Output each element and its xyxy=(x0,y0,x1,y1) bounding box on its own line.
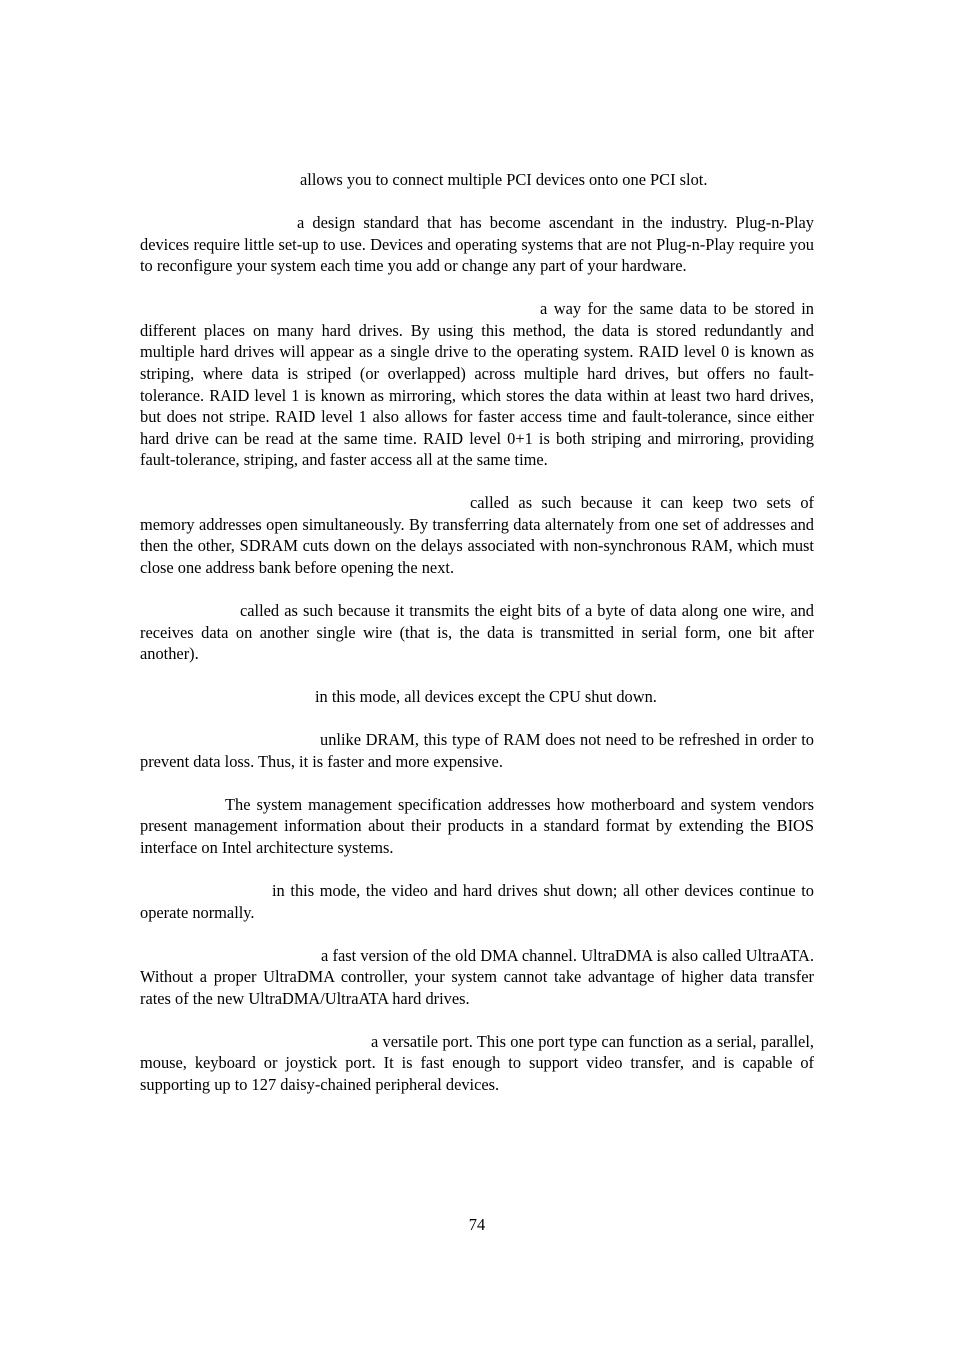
definition-text: a fast version of the old DMA channel. UltraDMA is also called UltraATA. Without a proper UltraDMA controller, your system cannot take advantage of higher data transfer rates of the new UltraDMA/UltraATA hard drives. xyxy=(140,945,814,1008)
glossary-entry-usb xyxy=(140,1031,814,1096)
definition-text: called as such because it transmits the eight bits of a byte of data along one wire, and receives data on another single wire (that is, the data is transmitted in serial form, one bit after another). xyxy=(140,601,814,664)
definition-text: allows you to connect multiple PCI devices onto one PCI slot. xyxy=(300,170,708,189)
glossary-entry-sram xyxy=(140,729,814,772)
definition-text: in this mode, the video and hard drives shut down; all other devices continue to operate normally. xyxy=(140,880,814,922)
definition-text: unlike DRAM, this type of RAM does not need to be refreshed in order to prevent data loss. Thus, it is faster and more expensive. xyxy=(140,730,814,771)
definition-text: in this mode, all devices except the CPU shut down. xyxy=(315,687,657,707)
definition-text: called as such because it can keep two sets of memory addresses open simultaneously. By transferring data alternately from one set of addresses and then the other, SDRAM cuts down on the delays associated with non-synchronous RAM, which must close one address bank before opening the next. xyxy=(140,493,814,578)
glossary-entry-plug-n-play xyxy=(140,212,814,277)
glossary-entry-sdram xyxy=(140,492,814,578)
page-number: 74 xyxy=(468,1215,486,1234)
glossary-entry-pci-bridge xyxy=(140,169,814,191)
glossary-entry-raid xyxy=(140,298,814,471)
glossary-entry-standby-mode xyxy=(140,686,814,708)
glossary-body xyxy=(140,169,814,1117)
glossary-entry-smbios xyxy=(140,794,814,859)
glossary-entry-serial-port xyxy=(140,600,814,665)
definition-text: a way for the same data to be stored in different places on many hard drives. By using this method, the data is stored redundantly and multiple hard drives will appear as a single drive to the operating system. RAID level 0 is known as striping, where data is striped (or overlapped) across multiple hard drives, but offers no fault-tolerance. RAID level 1 is known as mirroring, which stores the data within at least two hard drives, but does not stripe. RAID level 1 also allows for faster access time and fault-tolerance, since either hard drive can be read at the same time. RAID level 0+1 is both striping and mirroring, providing fault-tolerance, striping, and faster access all at the same time. xyxy=(140,299,814,470)
definition-text: a design standard that has become ascendant in the industry. Plug-n-Play devices require little set-up to use. Devices and operating systems that are not Plug-n-Play require you to reconfigure your system each time you add or change any part of your hardware. xyxy=(140,212,814,276)
definition-text: a versatile port. This one port type can function as a serial, parallel, mouse, keyboard or joystick port. It is fast enough to support video transfer, and is capable of supporting up to 127 daisy-chained peripheral devices. xyxy=(140,1031,814,1094)
glossary-entry-suspend-mode xyxy=(140,880,814,923)
glossary-entry-ultradma xyxy=(140,945,814,1010)
definition-text: The system management specification addresses how motherboard and system vendors present management information about their products in a standard format by extending the BIOS interface on Intel architecture systems. xyxy=(140,794,814,857)
